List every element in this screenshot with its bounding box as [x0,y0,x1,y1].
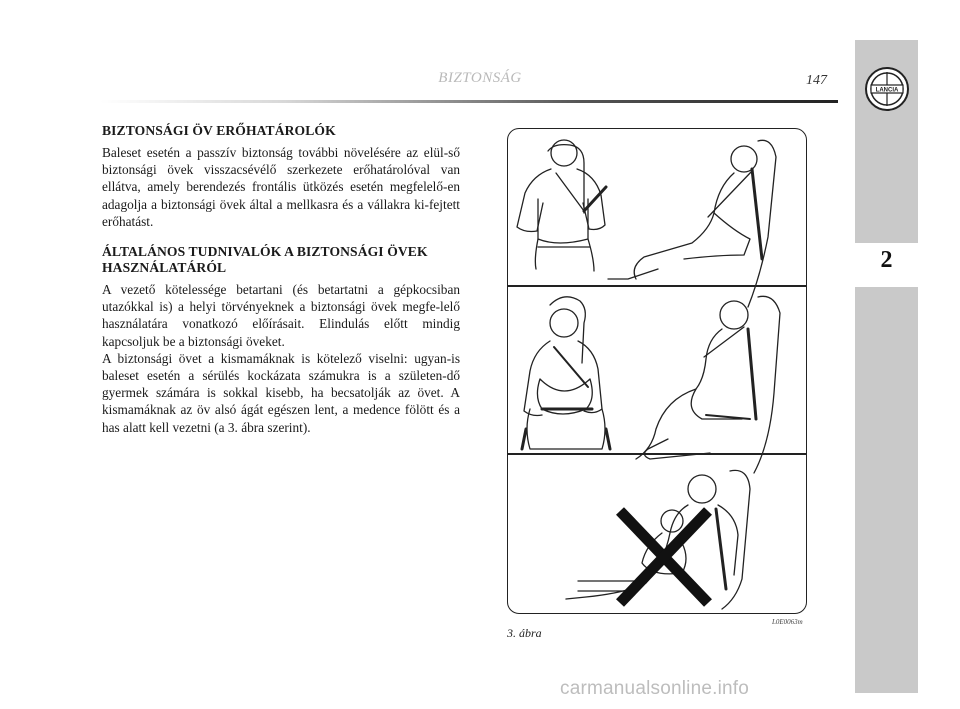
chapter-side-tab [855,40,918,693]
lancia-logo-icon [864,66,910,112]
panel1-front-passenger [517,140,606,271]
section-heading-force-limiters: BIZTONSÁGI ÖV ERŐHATÁROLÓK [102,123,336,138]
logo-wordmark: LANCIA [875,87,899,94]
panel2-side-pregnant [636,296,780,473]
paragraph-pregnant-women: A biztonsági övet a kismamáknak is kötelező viselni: ugyan-is baleset esetén a sérülés kockázata számukra is a születen-dő gyermek számára is sokkal kisebb, ha becsatolják az övet. A kismamáknak az öv alsó ágát egészen lent, a medence fölött és a has alatt kell vezetni (a 3. ábra szerint). [102,350,460,435]
figure-code: L0E0063m [772,618,803,626]
page-number: 147 [806,73,827,88]
figure-caption: 3. ábra [507,626,542,640]
figure-seatbelt-illustrations [507,128,807,614]
incorrect-use-cross-icon [620,511,708,603]
panel2-front-pregnant [522,297,610,449]
watermark-text: carmanualsonline.info [560,678,750,699]
paragraph-driver-obligation: A vezető kötelessége betartani (és betartatni a gépkocsiban utazókkal is) a helyi törvényeknek a biztonsági övek megfe-lelő használatára vonatkozó előírásait. Elindulás előtt mindig kapcsoljuk be a biztonsági öveket. [102,282,460,349]
paragraph-force-limiters: Baleset esetén a passzív biztonság további növelésére az elül-ső biztonsági övek visszacsévélő szerkezete erőhatárolóval van ellátva, amely berendezés frontális ütközés esetén megfelelő-en adagolja a biztonsági övek által a mellkasra és a vállakra ki-fejtett erőhatást. [102,145,460,229]
panel-divider-2 [508,453,806,455]
running-header-title: BIZTONSÁG [438,70,522,86]
panel1-side-passenger [608,140,776,307]
text-column [102,123,460,436]
chapter-number: 2 [880,247,893,273]
section-heading-general-info: ÁLTALÁNOS TUDNIVALÓK A BIZTONSÁGI ÖVEK HASZNÁLATÁRÓL [102,244,428,276]
panel3-incorrect-child [566,470,750,609]
seatbelt-drawings [508,129,807,614]
panel-divider-1 [508,285,806,287]
header-divider [100,100,838,103]
